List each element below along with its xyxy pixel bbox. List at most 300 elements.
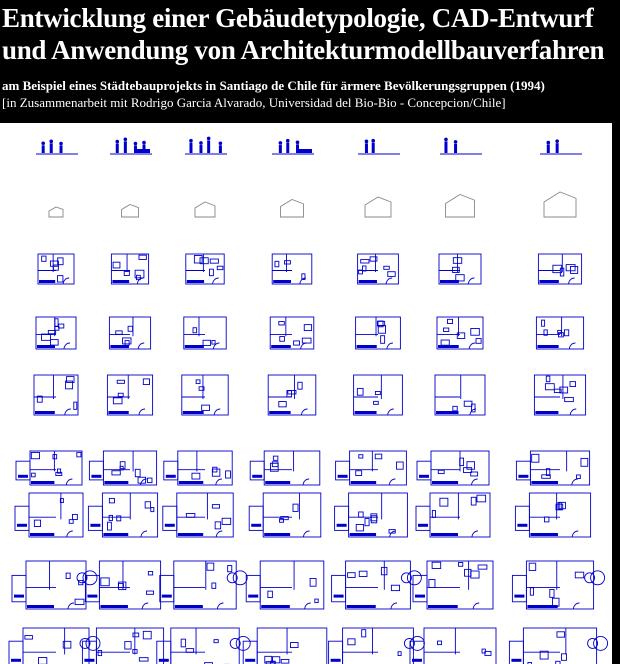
round-chair bbox=[404, 638, 414, 648]
typology-cell-r6-c7 bbox=[516, 451, 589, 485]
furniture bbox=[124, 271, 129, 275]
bathroom-fixtures bbox=[175, 605, 203, 608]
furniture bbox=[348, 639, 355, 645]
door-swing bbox=[386, 278, 392, 284]
furniture bbox=[113, 262, 120, 268]
furniture bbox=[362, 630, 366, 637]
door-swing bbox=[569, 343, 575, 349]
bathroom-fixtures bbox=[27, 605, 54, 608]
typology-cell-r1-c7 bbox=[540, 139, 582, 154]
person-head bbox=[555, 139, 559, 143]
typology-cell-r2-c5 bbox=[365, 197, 391, 217]
annex-fixtures bbox=[511, 659, 521, 662]
annex-fixtures bbox=[415, 595, 425, 598]
annex-fixtures bbox=[337, 524, 347, 527]
door-swing bbox=[137, 278, 143, 284]
floor-plan-outline bbox=[270, 317, 314, 349]
furniture bbox=[125, 341, 129, 346]
typology-cell-r4-c2 bbox=[109, 317, 150, 349]
annex-plan bbox=[160, 575, 174, 601]
furniture bbox=[315, 599, 318, 603]
bathroom-fixtures bbox=[527, 605, 557, 608]
car-silhouette bbox=[298, 149, 312, 153]
furniture bbox=[544, 517, 548, 522]
door-swing bbox=[68, 603, 74, 609]
furniture bbox=[570, 266, 577, 273]
person-figure bbox=[219, 145, 222, 153]
door-swing bbox=[391, 603, 397, 609]
annex-fixtures bbox=[11, 659, 21, 662]
bathroom-fixtures bbox=[265, 481, 290, 484]
furniture bbox=[398, 652, 401, 656]
door-swing bbox=[469, 343, 475, 349]
person-head bbox=[207, 137, 211, 141]
furniture bbox=[209, 269, 213, 276]
title-line-1: Entwicklung einer Gebäudetypologie, CAD-Entwurf bbox=[2, 3, 594, 33]
credit-line: [in Zusammenarbeit mit Rodrigo Garcia Alvarado, Universidad del Bio-Bio - Concepcion/Chile] bbox=[2, 95, 506, 110]
person-figure bbox=[60, 146, 63, 153]
door-swing bbox=[569, 278, 575, 284]
floor-plan-outline bbox=[257, 628, 327, 664]
furniture bbox=[564, 330, 568, 336]
furniture bbox=[293, 504, 298, 511]
section-outline bbox=[544, 192, 576, 217]
door-swing bbox=[472, 531, 478, 537]
bathroom-fixtures bbox=[357, 345, 377, 348]
floor-plan-outline bbox=[272, 254, 312, 284]
annex-fixtures bbox=[252, 475, 262, 478]
bathroom-fixtures bbox=[37, 345, 55, 348]
furniture bbox=[432, 562, 441, 568]
typology-cell-r5-c7 bbox=[534, 375, 585, 415]
typology-cell-r4-c5 bbox=[356, 317, 401, 349]
furniture bbox=[113, 398, 122, 404]
typology-cell-r5-c6 bbox=[435, 375, 485, 415]
floor-plan-outline bbox=[111, 254, 148, 284]
annex-fixtures bbox=[87, 595, 97, 598]
typology-cell-r8-c5 bbox=[332, 561, 422, 609]
floor-plan-outline bbox=[430, 493, 490, 537]
typology-cell-r3-c5 bbox=[358, 254, 399, 284]
furniture bbox=[432, 510, 435, 517]
door-swing bbox=[141, 531, 147, 537]
furniture bbox=[212, 469, 220, 476]
furniture bbox=[53, 265, 58, 270]
person-head bbox=[444, 138, 448, 142]
person-head bbox=[279, 141, 283, 145]
typology-cell-r7-c6 bbox=[416, 493, 490, 537]
typology-cell-r8-c4 bbox=[246, 561, 324, 609]
person-head bbox=[59, 142, 63, 146]
annex-fixtures bbox=[418, 524, 428, 527]
person-head bbox=[199, 141, 203, 145]
furniture bbox=[74, 402, 77, 409]
furniture bbox=[34, 520, 40, 526]
furniture bbox=[281, 659, 289, 663]
furniture bbox=[117, 380, 124, 383]
furniture bbox=[143, 631, 151, 639]
round-chair bbox=[230, 638, 240, 648]
floor-plan-outline bbox=[177, 493, 233, 537]
floor-plan-outline bbox=[186, 254, 224, 284]
floor-plan-outline bbox=[29, 493, 83, 537]
furniture bbox=[186, 513, 195, 517]
typology-cell-r8-c1 bbox=[12, 561, 97, 609]
furniture bbox=[384, 266, 389, 269]
typology-cell-r9-c1 bbox=[9, 628, 100, 664]
furniture bbox=[135, 469, 140, 476]
furniture bbox=[290, 643, 298, 648]
bathroom-fixtures bbox=[261, 605, 290, 608]
typology-cell-r3-c4 bbox=[272, 254, 312, 284]
furniture bbox=[194, 256, 202, 263]
floor-plan-outline bbox=[264, 451, 320, 485]
typology-cell-r5-c5 bbox=[354, 375, 403, 415]
person-head bbox=[41, 142, 45, 146]
person-head bbox=[371, 139, 375, 143]
person-figure bbox=[42, 145, 45, 153]
person-head bbox=[219, 141, 223, 145]
furniture bbox=[139, 658, 148, 661]
annex-fixtures bbox=[166, 475, 176, 478]
door-swing bbox=[301, 343, 307, 349]
furniture bbox=[359, 512, 364, 517]
person-head bbox=[142, 141, 146, 145]
floor-plan-outline bbox=[260, 561, 324, 609]
annex-fixtures bbox=[334, 595, 344, 598]
bathroom-fixtures bbox=[537, 345, 558, 348]
typology-cell-r7-c1 bbox=[15, 493, 83, 537]
floor-plan-outline bbox=[182, 375, 228, 415]
furniture bbox=[279, 402, 286, 407]
floor-plan-outline bbox=[174, 561, 236, 609]
furniture bbox=[215, 522, 220, 529]
floor-plan-outline bbox=[107, 375, 152, 415]
door-swing bbox=[216, 531, 222, 537]
floor-plan-outline bbox=[263, 493, 321, 537]
floor-plan-outline bbox=[184, 317, 226, 349]
typology-cell-r6-c5 bbox=[336, 451, 407, 485]
section-outline bbox=[281, 200, 304, 218]
furniture bbox=[107, 522, 111, 530]
typology-cell-r6-c6 bbox=[417, 451, 489, 485]
typology-cell-r3-c2 bbox=[111, 254, 148, 284]
furniture bbox=[557, 632, 565, 637]
person-figure bbox=[207, 140, 210, 153]
floor-plan-outline bbox=[526, 561, 593, 609]
typology-cell-r1-c5 bbox=[358, 139, 400, 154]
furniture bbox=[361, 260, 369, 263]
furniture bbox=[298, 382, 302, 389]
furniture bbox=[388, 272, 395, 277]
furniture bbox=[565, 397, 574, 401]
furniture bbox=[116, 331, 122, 334]
person-head bbox=[115, 140, 119, 144]
door-swing bbox=[388, 409, 394, 415]
furniture bbox=[203, 340, 210, 345]
furniture bbox=[214, 640, 218, 643]
floor-plan-outline bbox=[268, 375, 316, 415]
page-title bbox=[2, 2, 604, 66]
furniture bbox=[438, 641, 442, 645]
typology-cell-r9-c2 bbox=[82, 628, 163, 664]
person-head bbox=[365, 140, 369, 144]
bathroom-fixtures bbox=[185, 345, 204, 348]
bathroom-fixtures bbox=[264, 533, 290, 536]
typology-cell-r4-c4 bbox=[270, 317, 314, 349]
furniture bbox=[443, 328, 448, 331]
bathroom-fixtures bbox=[110, 345, 129, 348]
typology-sheet bbox=[0, 123, 612, 664]
door-swing bbox=[572, 531, 578, 537]
typology-cell-r7-c2 bbox=[88, 493, 157, 537]
round-chair bbox=[80, 638, 90, 648]
bathroom-fixtures bbox=[112, 280, 129, 283]
furniture bbox=[302, 338, 311, 343]
person-head bbox=[49, 140, 53, 144]
door-swing bbox=[213, 278, 219, 284]
typology-cell-r2-c3 bbox=[195, 202, 215, 217]
annex-fixtures bbox=[338, 475, 348, 478]
person-head bbox=[296, 141, 300, 145]
furniture bbox=[375, 391, 380, 394]
bathroom-fixtures bbox=[428, 605, 458, 608]
furniture bbox=[275, 261, 279, 266]
bathroom-fixtures bbox=[273, 280, 291, 283]
annex-fixtures bbox=[248, 595, 258, 598]
bathroom-fixtures bbox=[438, 345, 459, 348]
person-figure bbox=[556, 143, 559, 153]
furniture bbox=[279, 322, 284, 325]
typology-drawing bbox=[0, 123, 612, 664]
floor-plan-outline bbox=[349, 493, 408, 537]
person-figure bbox=[199, 145, 202, 153]
furniture bbox=[356, 471, 362, 476]
furniture bbox=[471, 497, 476, 505]
section-outline bbox=[122, 205, 139, 218]
annex-fixtures bbox=[518, 475, 528, 478]
furniture bbox=[66, 573, 70, 578]
bathroom-fixtures bbox=[104, 481, 128, 484]
round-chair bbox=[401, 573, 411, 583]
furniture bbox=[151, 507, 154, 511]
bathroom-fixtures bbox=[359, 280, 377, 283]
typology-cell-r8-c3 bbox=[160, 561, 247, 609]
furniture bbox=[529, 563, 535, 570]
door-swing bbox=[138, 343, 144, 349]
bathroom-fixtures bbox=[178, 533, 203, 536]
bathroom-fixtures bbox=[350, 533, 376, 536]
annex-fixtures bbox=[14, 595, 24, 598]
bathroom-fixtures bbox=[269, 411, 290, 414]
floor-plan-outline bbox=[350, 451, 407, 485]
door-swing bbox=[303, 479, 309, 485]
person-figure bbox=[365, 143, 368, 153]
floor-plan-outline bbox=[343, 628, 414, 664]
annex-fixtures bbox=[251, 524, 261, 527]
typology-cell-r1-c4 bbox=[272, 139, 314, 154]
furniture bbox=[577, 475, 581, 479]
door-swing bbox=[305, 603, 311, 609]
annex-plan bbox=[413, 575, 427, 601]
furniture bbox=[530, 588, 533, 595]
typology-cell-r5-c1 bbox=[34, 375, 78, 415]
typology-cell-r6-c2 bbox=[89, 451, 156, 485]
person-figure bbox=[279, 145, 282, 153]
bathroom-fixtures bbox=[531, 481, 558, 484]
person-figure bbox=[372, 143, 375, 153]
door-swing bbox=[139, 409, 145, 415]
person-head bbox=[546, 141, 550, 145]
annex-plan bbox=[512, 575, 526, 601]
furniture bbox=[213, 467, 217, 472]
annex-plan bbox=[246, 575, 260, 601]
furniture bbox=[453, 406, 457, 411]
person-figure bbox=[286, 143, 289, 153]
bathroom-fixtures bbox=[539, 280, 558, 283]
floor-plan-outline bbox=[23, 628, 89, 664]
furniture bbox=[438, 470, 444, 473]
door-swing bbox=[387, 343, 393, 349]
typology-cell-r7-c4 bbox=[249, 493, 321, 537]
person-head bbox=[134, 142, 138, 146]
furniture bbox=[25, 636, 33, 640]
bathroom-fixtures bbox=[432, 481, 458, 484]
annex-fixtures bbox=[331, 659, 341, 662]
annex-fixtures bbox=[165, 524, 175, 527]
bathroom-fixtures bbox=[100, 605, 128, 608]
furniture bbox=[280, 337, 285, 342]
furniture bbox=[365, 519, 369, 526]
floor-plan-outline bbox=[424, 628, 496, 664]
furniture bbox=[128, 326, 133, 331]
typology-cell-r9-c6 bbox=[410, 628, 496, 664]
furniture bbox=[545, 384, 554, 390]
furniture bbox=[125, 642, 131, 649]
round-table bbox=[410, 636, 424, 650]
furniture bbox=[464, 401, 472, 406]
annex-fixtures bbox=[91, 475, 101, 478]
furniture bbox=[212, 583, 216, 588]
floor-plan-outline bbox=[99, 561, 160, 609]
furniture bbox=[202, 405, 210, 410]
round-table bbox=[86, 636, 100, 650]
round-table bbox=[233, 571, 247, 585]
floor-plan-outline bbox=[103, 451, 156, 485]
bathroom-fixtures bbox=[351, 481, 377, 484]
door-swing bbox=[214, 409, 220, 415]
person-figure bbox=[189, 143, 192, 153]
annex-fixtures bbox=[90, 524, 100, 527]
typology-cell-r4-c6 bbox=[437, 317, 483, 349]
typology-cell-r1-c1 bbox=[36, 140, 78, 154]
person-head bbox=[454, 140, 458, 144]
bathroom-fixtures bbox=[431, 533, 458, 536]
furniture bbox=[118, 393, 123, 396]
typology-cell-r7-c7 bbox=[515, 493, 590, 537]
typology-cell-r7-c5 bbox=[335, 493, 408, 537]
furniture bbox=[453, 267, 460, 272]
round-chair bbox=[588, 638, 598, 648]
furniture bbox=[471, 571, 479, 578]
typology-cell-r8-c2 bbox=[85, 561, 160, 609]
furniture bbox=[284, 261, 290, 264]
door-swing bbox=[570, 409, 576, 415]
typology-cell-r6-c1 bbox=[16, 451, 82, 485]
furniture bbox=[31, 452, 39, 458]
furniture bbox=[72, 514, 77, 519]
door-swing bbox=[572, 479, 578, 485]
furniture bbox=[357, 388, 363, 395]
furniture bbox=[359, 455, 363, 458]
floor-plan-outline bbox=[30, 451, 82, 485]
furniture bbox=[575, 572, 583, 578]
furniture bbox=[465, 569, 471, 576]
furniture bbox=[181, 639, 185, 647]
furniture bbox=[98, 651, 102, 656]
annex-fixtures bbox=[159, 659, 169, 662]
furniture bbox=[148, 571, 152, 575]
typology-cell-r2-c4 bbox=[281, 200, 304, 218]
furniture bbox=[217, 266, 223, 269]
furniture bbox=[375, 454, 382, 459]
person-figure bbox=[116, 144, 119, 153]
furniture bbox=[55, 319, 58, 327]
person-head bbox=[124, 138, 128, 142]
furniture bbox=[77, 452, 81, 456]
floor-plan-outline bbox=[534, 375, 585, 415]
annex-fixtures bbox=[419, 475, 429, 478]
header-banner bbox=[0, 0, 620, 122]
furniture bbox=[374, 401, 379, 404]
door-swing bbox=[304, 531, 310, 537]
floor-plan-outline bbox=[38, 254, 74, 284]
typology-cell-r3-c3 bbox=[186, 254, 224, 284]
annex-fixtures bbox=[517, 524, 527, 527]
furniture bbox=[139, 255, 146, 259]
bathroom-fixtures bbox=[30, 533, 54, 536]
furniture bbox=[561, 654, 566, 661]
furniture bbox=[117, 516, 121, 521]
round-chair bbox=[585, 573, 595, 583]
furniture bbox=[101, 578, 109, 586]
annex-fixtures bbox=[84, 659, 94, 662]
furniture bbox=[581, 458, 588, 466]
typology-cell-r4-c1 bbox=[36, 317, 76, 349]
bathroom-fixtures bbox=[271, 345, 291, 348]
furniture bbox=[440, 498, 448, 506]
door-swing bbox=[67, 531, 73, 537]
bathroom-fixtures bbox=[35, 411, 55, 414]
furniture bbox=[138, 477, 146, 483]
floor-plan-outline bbox=[439, 254, 481, 284]
furniture bbox=[391, 585, 399, 590]
annex-fixtures bbox=[514, 595, 524, 598]
furniture bbox=[478, 565, 487, 569]
furniture bbox=[310, 578, 316, 586]
floor-plan-outline bbox=[346, 561, 411, 609]
furniture bbox=[471, 328, 480, 335]
round-table bbox=[407, 571, 421, 585]
furniture bbox=[212, 340, 215, 344]
typology-cell-r9-c7 bbox=[509, 628, 607, 664]
door-swing bbox=[65, 409, 71, 415]
bathroom-fixtures bbox=[440, 280, 459, 283]
annex-fixtures bbox=[162, 595, 172, 598]
door-swing bbox=[468, 278, 474, 284]
furniture bbox=[542, 320, 545, 326]
furniture bbox=[272, 462, 278, 467]
